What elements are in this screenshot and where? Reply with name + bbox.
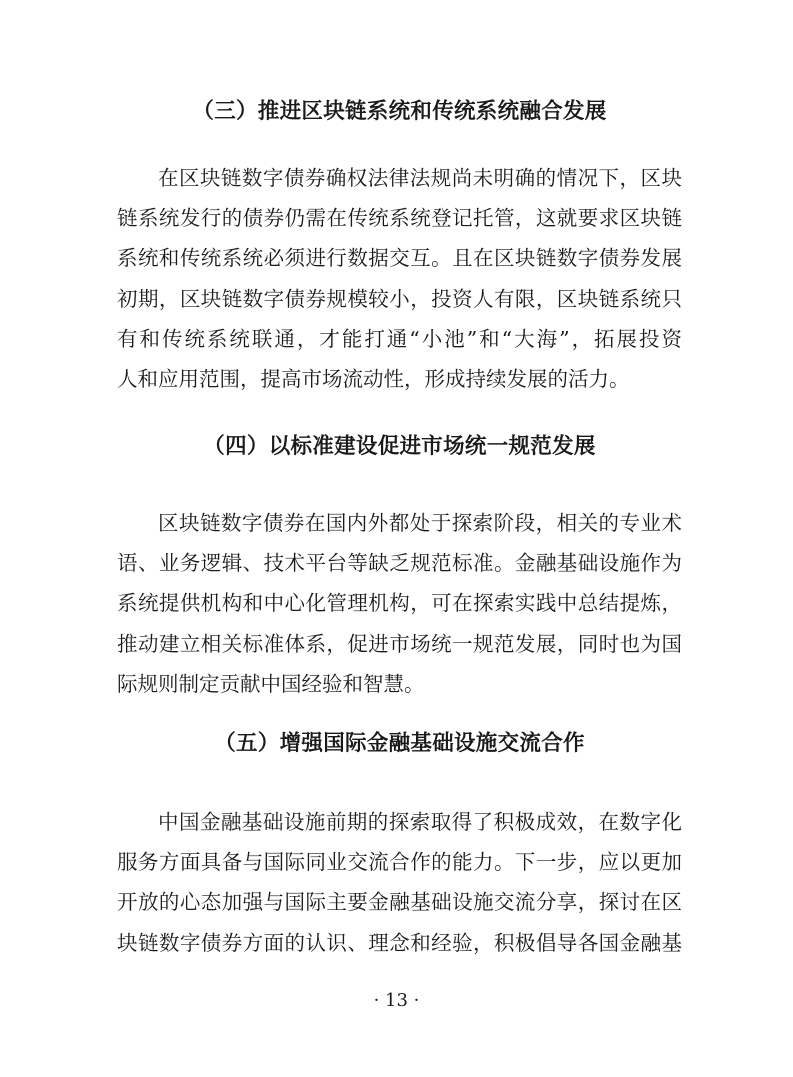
paragraph-line: 开放的心态加强与国际主要金融基础设施交流分享，探讨在区 [117,890,682,915]
paragraph-line: 推动建立相关标准体系，促进市场统一规范发展，同时也为国 [117,631,682,656]
section-heading: （五）增强国际金融基础设施交流合作 [214,731,585,756]
paragraph-line: 在区块链数字债券确权法律法规尚未明确的情况下，区块 [158,166,682,190]
paragraph-line: 初期，区块链数字债券规模较小，投资人有限，区块链系统只 [117,286,682,311]
paragraph-line: 中国金融基础设施前期的探索取得了积极成效，在数字化 [158,810,682,834]
section-paragraph [117,503,682,704]
paragraph-line: 链系统发行的债券仍需在传统系统登记托管，这就要求区块链 [117,206,682,231]
section-paragraph [117,802,682,963]
section-paragraph [117,158,682,399]
paragraph-line: 人和应用范围，提高市场流动性，形成持续发展的活力。 [117,366,630,391]
paragraph-line: 块链数字债券方面的认识、理念和经验，积极倡导各国金融基 [117,930,682,955]
page-number: · 13 · [373,990,420,1011]
paragraph-line: 际规则制定贡献中国经验和智慧。 [117,671,425,696]
section-3 [117,92,682,399]
section-4 [117,427,682,704]
paragraph-line: 系统和传统系统必须进行数据交互。且在区块链数字债券发展 [117,246,682,271]
section-5 [117,724,682,963]
paragraph-line: 语、业务逻辑、技术平台等缺乏规范标准。金融基础设施作为 [117,551,682,576]
paragraph-line: 区块链数字债券在国内外都处于探索阶段，相关的专业术 [158,511,682,535]
paragraph-line: 有和传统系统联通，才能打通“小池”和“大海”，拓展投资 [117,326,682,351]
section-heading: （三）推进区块链系统和传统系统融合发展 [192,99,607,124]
paragraph-line: 系统提供机构和中心化管理机构，可在探索实践中总结提炼， [117,591,682,616]
section-heading: （四）以标准建设促进市场统一规范发展 [203,434,596,459]
paragraph-line: 服务方面具备与国际同业交流合作的能力。下一步，应以更加 [117,850,682,875]
